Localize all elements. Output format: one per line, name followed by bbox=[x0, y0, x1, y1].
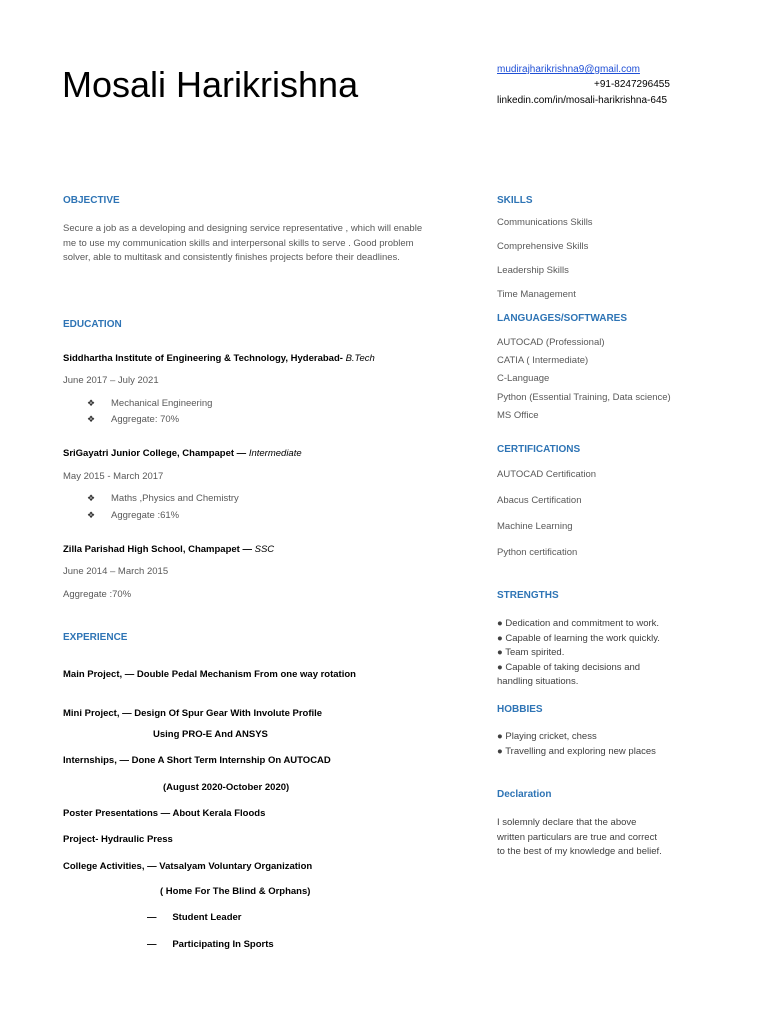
declaration-line: to the best of my knowledge and belief. bbox=[497, 846, 662, 857]
education-dates: June 2017 – July 2021 bbox=[63, 375, 159, 386]
certification-item: Machine Learning bbox=[497, 521, 573, 532]
language-item: AUTOCAD (Professional) bbox=[497, 337, 605, 348]
languages-heading: LANGUAGES/SOFTWARES bbox=[497, 313, 628, 324]
education-institution bbox=[63, 448, 302, 459]
diamond-bullet-icon: ❖ bbox=[87, 414, 96, 424]
experience-item: Project- Hydraulic Press bbox=[63, 834, 173, 845]
institution-name: Siddhartha Institute of Engineering & Technology, Hyderabad- bbox=[63, 353, 343, 364]
experience-item: ( Home For The Blind & Orphans) bbox=[160, 886, 311, 897]
experience-item: Internships, — Done A Short Term Internship On AUTOCAD bbox=[63, 755, 331, 766]
declaration-line: written particulars are true and correct bbox=[497, 831, 657, 843]
education-bullet bbox=[87, 493, 239, 504]
bullet-text: Maths ,Physics and Chemistry bbox=[111, 493, 239, 504]
strengths-list bbox=[497, 618, 660, 691]
linkedin-url: linkedin.com/in/mosali-harikrishna-645 bbox=[497, 95, 668, 106]
declaration-heading: Declaration bbox=[497, 789, 552, 800]
declaration-text bbox=[497, 817, 662, 861]
bullet-text: Aggregate :61% bbox=[111, 510, 180, 521]
experience-item: College Activities, — Vatsalyam Voluntary Organization bbox=[63, 861, 313, 872]
skill-item: Leadership Skills bbox=[497, 265, 569, 276]
diamond-bullet-icon: ❖ bbox=[87, 510, 96, 520]
certification-item: Abacus Certification bbox=[497, 495, 582, 506]
experience-item: Main Project, — Double Pedal Mechanism From one way rotation bbox=[63, 669, 356, 680]
experience-heading: EXPERIENCE bbox=[63, 632, 128, 643]
degree-name: Intermediate bbox=[248, 448, 302, 459]
language-item: MS Office bbox=[497, 409, 539, 421]
education-heading: EDUCATION bbox=[63, 319, 122, 330]
strength-item: ● Capable of learning the work quickly. bbox=[497, 632, 660, 644]
education-bullet bbox=[87, 510, 179, 521]
hobbies-list bbox=[497, 731, 656, 760]
languages-list bbox=[497, 337, 671, 428]
strength-item: ● Dedication and commitment to work. bbox=[497, 618, 660, 629]
strength-item: ● Capable of taking decisions and bbox=[497, 661, 641, 673]
certifications-heading: CERTIFICATIONS bbox=[497, 444, 581, 455]
degree-name: SSC bbox=[254, 544, 275, 555]
skill-item: Communications Skills bbox=[497, 217, 593, 228]
objective-line: me to use my communication skills and interpersonal skills to serve . Good problem bbox=[63, 237, 414, 249]
experience-item: Using PRO-E And ANSYS bbox=[153, 729, 268, 740]
experience-item: (August 2020-October 2020) bbox=[163, 782, 290, 793]
candidate-name: Mosali Harikrishna bbox=[62, 64, 359, 105]
phone-number: +91-8247296455 bbox=[594, 79, 670, 90]
email-link[interactable]: mudirajharikrishna9@gmail.com bbox=[497, 64, 640, 75]
skill-item: Time Management bbox=[497, 289, 576, 300]
language-item: CATIA ( Intermediate) bbox=[497, 355, 589, 367]
education-institution bbox=[63, 544, 274, 555]
diamond-bullet-icon: ❖ bbox=[87, 398, 96, 408]
skill-item: Comprehensive Skills bbox=[497, 241, 589, 252]
education-bullet bbox=[87, 414, 179, 425]
bullet-text: Aggregate: 70% bbox=[111, 414, 180, 425]
education-dates: June 2014 – March 2015 bbox=[63, 566, 169, 577]
diamond-bullet-icon: ❖ bbox=[87, 493, 96, 503]
strength-item: ● Team spirited. bbox=[497, 647, 565, 658]
strengths-heading: STRENGTHS bbox=[497, 590, 559, 601]
skills-heading: SKILLS bbox=[497, 195, 533, 206]
education-institution bbox=[63, 353, 375, 364]
objective-line: Secure a job as a developing and designing service representative , which will enable bbox=[63, 223, 423, 234]
experience-item: — Student Leader bbox=[147, 912, 242, 923]
institution-name: SriGayatri Junior College, Champapet — bbox=[63, 448, 247, 459]
experience-item: — Participating In Sports bbox=[147, 939, 274, 950]
hobbies-heading: HOBBIES bbox=[497, 704, 543, 715]
certification-item: AUTOCAD Certification bbox=[497, 469, 597, 480]
education-bullet bbox=[87, 398, 212, 409]
strength-item: handling situations. bbox=[497, 676, 579, 687]
objective-text bbox=[63, 222, 463, 266]
objective-heading: OBJECTIVE bbox=[63, 195, 120, 206]
education-aggregate: Aggregate :70% bbox=[63, 589, 132, 600]
education-dates: May 2015 - March 2017 bbox=[63, 471, 164, 482]
experience-item: Mini Project, — Design Of Spur Gear With Involute Profile bbox=[63, 708, 323, 719]
institution-name: Zilla Parishad High School, Champapet — bbox=[63, 544, 252, 555]
hobby-item: ● Travelling and exploring new places bbox=[497, 745, 656, 757]
certification-item: Python certification bbox=[497, 547, 578, 558]
experience-item: Poster Presentations — About Kerala Floods bbox=[63, 808, 266, 819]
objective-line: solver, able to multitask and consistently finishes projects before their deadlines. bbox=[63, 252, 400, 263]
hobby-item: ● Playing cricket, chess bbox=[497, 731, 597, 742]
language-item: Python (Essential Training, Data science) bbox=[497, 391, 671, 403]
bullet-text: Mechanical Engineering bbox=[111, 398, 213, 409]
language-item: C-Language bbox=[497, 373, 550, 385]
degree-name: B.Tech bbox=[345, 353, 375, 364]
declaration-line: I solemnly declare that the above bbox=[497, 817, 637, 828]
